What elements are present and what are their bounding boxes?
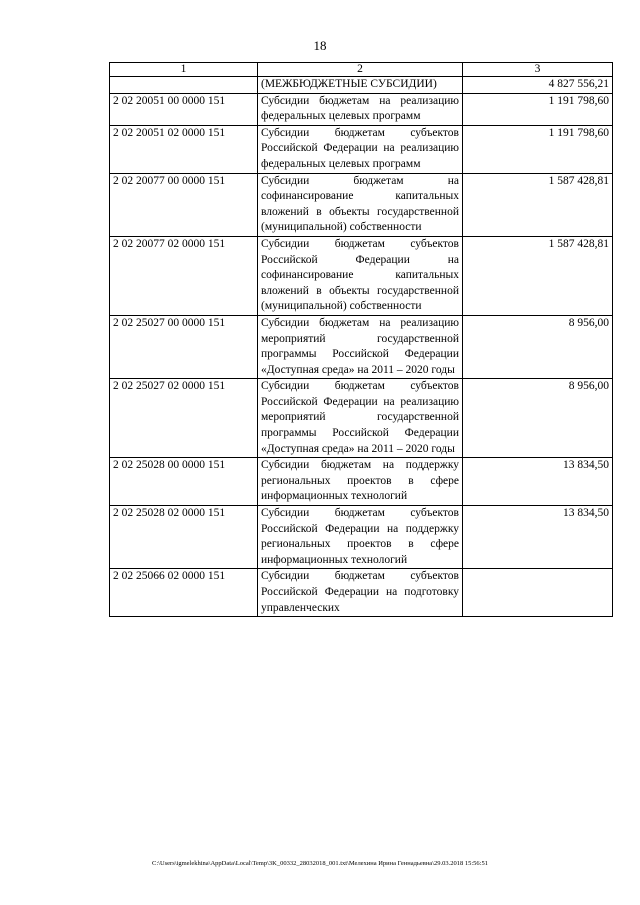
budget-table bbox=[109, 62, 613, 617]
row-code: 2 02 25027 02 0000 151 bbox=[110, 379, 258, 458]
row-sum: 13 834,50 bbox=[463, 506, 613, 569]
row-sum: 13 834,50 bbox=[463, 458, 613, 506]
row-sum: 1 587 428,81 bbox=[463, 236, 613, 315]
row-sum bbox=[463, 569, 613, 617]
row-code: 2 02 20077 00 0000 151 bbox=[110, 173, 258, 236]
table-header-row bbox=[110, 63, 613, 77]
table-row bbox=[110, 93, 613, 125]
row-code: 2 02 25066 02 0000 151 bbox=[110, 569, 258, 617]
table-row bbox=[110, 173, 613, 236]
row-code: 2 02 20051 02 0000 151 bbox=[110, 125, 258, 173]
row-name: Субсидии бюджетам субъектов Российской Федерации на реализацию федеральных целевых программ bbox=[258, 125, 463, 173]
row-code: 2 02 20051 00 0000 151 bbox=[110, 93, 258, 125]
row-code: 2 02 25028 00 0000 151 bbox=[110, 458, 258, 506]
row-sum: 8 956,00 bbox=[463, 315, 613, 378]
row-name: Субсидии бюджетам на поддержку региональных проектов в сфере информационных технологий bbox=[258, 458, 463, 506]
row-code: 2 02 20077 02 0000 151 bbox=[110, 236, 258, 315]
row-code: 2 02 25028 02 0000 151 bbox=[110, 506, 258, 569]
row-sum: 1 587 428,81 bbox=[463, 173, 613, 236]
row-name: (МЕЖБЮДЖЕТНЫЕ СУБСИДИИ) bbox=[258, 77, 463, 94]
table-row bbox=[110, 315, 613, 378]
row-name: Субсидии бюджетам субъектов Российской Федерации на поддержку региональных проектов в сфере информационных технологий bbox=[258, 506, 463, 569]
row-name: Субсидии бюджетам на реализацию федеральных целевых программ bbox=[258, 93, 463, 125]
column-header-code: 1 bbox=[110, 63, 258, 77]
row-name: Субсидии бюджетам на софинансирование капитальных вложений в объекты государственной (муниципальной) собственности bbox=[258, 173, 463, 236]
table-row bbox=[110, 379, 613, 458]
table-row bbox=[110, 506, 613, 569]
table-row bbox=[110, 125, 613, 173]
row-name: Субсидии бюджетам субъектов Российской Федерации на софинансирование капитальных вложений в объекты государственной (муниципальной) собственности bbox=[258, 236, 463, 315]
column-header-sum: 3 bbox=[463, 63, 613, 77]
row-sum: 4 827 556,21 bbox=[463, 77, 613, 94]
file-path-footer: C:\Users\igmelekhina\AppData\Local\Temp\3K_00332_28032018_001.txt\Мелехина Ирина Геннадьевна\29.03.2018 15:56:51 bbox=[152, 860, 488, 867]
row-sum: 1 191 798,60 bbox=[463, 93, 613, 125]
row-code: 2 02 25027 00 0000 151 bbox=[110, 315, 258, 378]
table-row bbox=[110, 77, 613, 94]
table-row bbox=[110, 236, 613, 315]
table-row bbox=[110, 458, 613, 506]
row-name: Субсидии бюджетам субъектов Российской Федерации на подготовку управленческих bbox=[258, 569, 463, 617]
row-sum: 1 191 798,60 bbox=[463, 125, 613, 173]
row-code bbox=[110, 77, 258, 94]
table-row bbox=[110, 569, 613, 617]
page-number: 18 bbox=[313, 38, 327, 53]
column-header-name: 2 bbox=[258, 63, 463, 77]
row-name: Субсидии бюджетам субъектов Российской Федерации на реализацию мероприятий государственной программы Российской Федерации «Доступная среда» на 2011 – 2020 годы bbox=[258, 379, 463, 458]
row-sum: 8 956,00 bbox=[463, 379, 613, 458]
row-name: Субсидии бюджетам на реализацию мероприятий государственной программы Российской Федерации «Доступная среда» на 2011 – 2020 годы bbox=[258, 315, 463, 378]
